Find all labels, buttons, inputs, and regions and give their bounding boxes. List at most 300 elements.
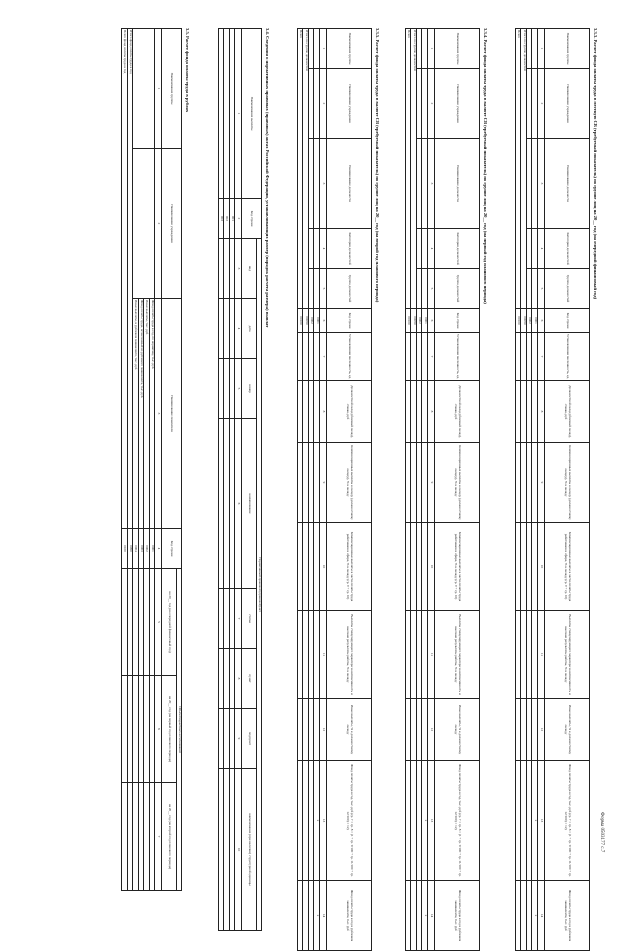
empty-cell	[532, 269, 538, 309]
row-code: 001	[229, 199, 235, 239]
column-header: Компенсационные выплаты к окладу (должностному окладу), % к окладу	[327, 443, 372, 523]
value-cell	[298, 443, 304, 523]
value-cell	[298, 333, 304, 381]
indicator-label: Фонд оплаты труда, исчисленный из рублевого эквивалента, тыс. руб.	[138, 299, 144, 529]
column-header: Код строки	[327, 309, 372, 333]
column-number: 9	[235, 709, 242, 769]
value-cell: x	[532, 881, 538, 951]
column-number: 1	[155, 29, 162, 149]
column-header: Наименование должности	[545, 139, 590, 229]
empty-cell	[314, 69, 320, 139]
value-cell: x	[314, 881, 320, 951]
subtotal-row	[411, 29, 417, 951]
empty-cell	[218, 419, 224, 589]
value-cell	[516, 523, 522, 611]
column-header: Наименование показателя	[162, 299, 182, 529]
value-cell	[527, 523, 533, 611]
column-header: пункт	[242, 649, 257, 709]
empty-cell	[224, 239, 230, 299]
column-number: 12	[538, 699, 545, 761]
empty-cell	[224, 649, 230, 709]
row-code: 0001	[314, 309, 320, 333]
column-number-row	[235, 29, 242, 931]
value-cell: x	[422, 761, 428, 881]
empty-cell	[532, 29, 538, 69]
value-cell	[314, 381, 320, 443]
empty-cell	[218, 769, 224, 931]
value-cell	[127, 569, 133, 676]
subtotal-row	[127, 29, 133, 891]
empty-cell	[422, 139, 428, 229]
column-header: Выплаты стимулирующего характера за интенсивность и высокие результаты работы, % к окладу	[545, 611, 590, 699]
value-cell	[138, 783, 144, 891]
value-cell	[422, 381, 428, 443]
empty-cell	[309, 229, 315, 269]
value-cell	[314, 611, 320, 699]
empty-cell	[527, 69, 533, 139]
row-code: 002	[224, 199, 230, 239]
column-number-row	[320, 29, 327, 951]
subtotal-label: Итого по группе должностей	[303, 29, 309, 309]
column-header: Должностной оклад (базовый оклад), ставка, руб	[327, 381, 372, 443]
column-number: 1	[235, 29, 242, 199]
grand-total-code: 0100	[122, 529, 128, 569]
value-cell	[406, 699, 412, 761]
value-cell	[309, 381, 315, 443]
column-number: 5	[428, 269, 435, 309]
subtotal-row	[303, 29, 309, 951]
header-row	[545, 29, 590, 951]
empty-cell	[422, 69, 428, 139]
column-number: 9	[428, 443, 435, 523]
value-cell	[417, 611, 423, 699]
column-header: Фонд оплаты труда в год в рублевом эквиваленте, тыс. руб	[435, 881, 480, 951]
column-header: Категория должностей	[327, 229, 372, 269]
value-cell	[516, 381, 522, 443]
subtotal-code: 0090	[127, 529, 133, 569]
data-row	[532, 29, 538, 951]
empty-cell	[229, 239, 235, 299]
value-cell	[406, 523, 412, 611]
column-number: 6	[235, 419, 242, 589]
legal-acts-table	[218, 28, 262, 931]
value-cell	[406, 443, 412, 523]
empty-cell	[218, 589, 224, 649]
column-number: 7	[428, 333, 435, 381]
row-code: 0001	[422, 309, 428, 333]
value-cell	[314, 443, 320, 523]
column-header: Категория должностей	[545, 229, 590, 269]
empty-cell	[314, 29, 320, 69]
column-header: Код строки	[162, 529, 182, 569]
data-row	[149, 29, 155, 891]
grand-total-label: Всего	[406, 29, 412, 309]
section-title-3-3-5: 3.3.5. Расчет фонда оплаты труда в валюте СВ (требуемый показатель) по группе лиц на 20__ год (на второй год планового периода)	[375, 28, 380, 303]
column-number: 5	[155, 569, 162, 676]
column-header: на 20__ год (на первый год планового периода)	[162, 676, 177, 783]
column-number: 7	[320, 333, 327, 381]
empty-cell	[417, 269, 423, 309]
value-cell	[417, 881, 423, 951]
value-cell	[138, 569, 144, 676]
empty-cell	[229, 769, 235, 931]
value-cell	[298, 881, 304, 951]
empty-cell	[229, 29, 235, 199]
value-cell	[532, 333, 538, 381]
header-row	[435, 29, 480, 951]
empty-cell	[309, 269, 315, 309]
value-cell	[149, 676, 155, 783]
rotated-form-page	[66, 22, 606, 942]
value-cell	[314, 333, 320, 381]
column-header: Группа должностей	[327, 269, 372, 309]
value-cell	[521, 443, 527, 523]
column-header: Группа должностей	[435, 269, 480, 309]
row-code: 0002	[309, 309, 315, 333]
column-number: 8	[320, 381, 327, 443]
fot-table-current-year	[515, 28, 590, 951]
column-header: Выплаты стимулирующего характера за интенсивность и высокие результаты работы, % к окладу	[435, 611, 480, 699]
column-header: Наименование группы	[162, 29, 182, 149]
column-header: Наименование должности	[327, 139, 372, 229]
column-number: 2	[428, 69, 435, 139]
value-cell	[422, 523, 428, 611]
value-cell	[411, 699, 417, 761]
header-row	[177, 29, 182, 891]
column-header: подпункт	[242, 709, 257, 769]
form-number: Форма 0503177 с.7	[599, 812, 604, 853]
column-header: Установленная численность, ед.	[327, 333, 372, 381]
value-cell	[314, 523, 320, 611]
value-cell	[521, 333, 527, 381]
column-header: Иные выплаты, % к должностному окладу	[545, 699, 590, 761]
value-cell	[521, 611, 527, 699]
subtotal-label: Итого по группе должностей	[411, 29, 417, 309]
value-cell	[411, 761, 417, 881]
value-cell: x	[422, 881, 428, 951]
value-cell	[411, 333, 417, 381]
column-header: Наименование учреждения	[162, 149, 182, 299]
column-number: 5	[235, 359, 242, 419]
data-row	[314, 29, 320, 951]
value-cell	[532, 699, 538, 761]
value-cell	[133, 783, 139, 891]
row-code: 003	[218, 199, 224, 239]
data-row	[422, 29, 428, 951]
value-cell	[411, 381, 417, 443]
column-number: 3	[320, 139, 327, 229]
column-header: Установленная численность, ед.	[435, 333, 480, 381]
empty-cell	[218, 709, 224, 769]
column-header: Иные выплаты, % к должностному окладу	[435, 699, 480, 761]
column-header: Категория должностей	[435, 229, 480, 269]
value-cell	[422, 699, 428, 761]
value-cell	[411, 443, 417, 523]
column-number: 13	[320, 761, 327, 881]
column-number: 2	[155, 149, 162, 299]
fot-table-second-plan-year	[297, 28, 372, 951]
empty-cell	[309, 139, 315, 229]
value-cell	[127, 783, 133, 891]
grand-total-label: Всего	[516, 29, 522, 309]
column-header: Должностной оклад (базовый оклад), ставка, руб	[435, 381, 480, 443]
row-code: 0002	[144, 529, 150, 569]
value-cell	[309, 523, 315, 611]
value-cell	[527, 443, 533, 523]
column-number: 12	[428, 699, 435, 761]
row-code: 0001	[532, 309, 538, 333]
column-number: 10	[235, 769, 242, 931]
column-header: Должностной оклад (базовый оклад), ставка, руб	[545, 381, 590, 443]
column-number: 1	[320, 29, 327, 69]
value-cell	[516, 699, 522, 761]
column-header: номер	[242, 359, 257, 419]
value-cell	[133, 676, 139, 783]
column-number: 4	[155, 529, 162, 569]
grand-total-row	[298, 29, 304, 951]
column-number: 7	[155, 783, 162, 891]
grand-total-code: 00100	[298, 309, 304, 333]
column-number: 13	[538, 761, 545, 881]
value-cell	[527, 611, 533, 699]
column-header: Компенсационные выплаты к окладу (должностному окладу), % к окладу	[545, 443, 590, 523]
column-number: 3	[538, 139, 545, 229]
data-row	[229, 29, 235, 931]
value-cell	[516, 443, 522, 523]
header-row	[327, 29, 372, 951]
column-number: 14	[538, 881, 545, 951]
column-header: вид	[242, 239, 257, 299]
column-number: 6	[155, 676, 162, 783]
value-cell	[122, 569, 128, 676]
column-number: 12	[320, 699, 327, 761]
value-cell	[532, 443, 538, 523]
grand-total-code: 00100	[406, 309, 412, 333]
column-number: 6	[428, 309, 435, 333]
column-number: 5	[538, 269, 545, 309]
column-number: 14	[320, 881, 327, 951]
value-cell	[298, 523, 304, 611]
data-row	[309, 29, 315, 951]
empty-cell	[417, 29, 423, 69]
column-number: 7	[538, 333, 545, 381]
grand-total-row	[406, 29, 412, 951]
indicator-label: Иные выплаты, в рублевом эквиваленте, тыс. руб.	[133, 299, 139, 529]
value-cell	[527, 381, 533, 443]
column-number: 13	[428, 761, 435, 881]
column-header: Иные выплаты, % к должностному окладу	[327, 699, 372, 761]
group-header: Объем бюджетных ассигнований	[177, 569, 182, 891]
value-cell	[422, 611, 428, 699]
column-number: 6	[320, 309, 327, 333]
column-header: Группа должностей	[545, 269, 590, 309]
value-cell: x	[314, 761, 320, 881]
value-cell	[122, 783, 128, 891]
group-header: Нормативный правовой (правовой) акт	[257, 239, 262, 931]
column-header: Наименование учреждения	[435, 69, 480, 139]
column-header: Установленная численность, ед.	[545, 333, 590, 381]
empty-cell	[224, 299, 230, 359]
value-cell	[422, 443, 428, 523]
header-row	[257, 29, 262, 931]
column-number: 11	[428, 611, 435, 699]
value-cell	[411, 881, 417, 951]
subtotal-code: 00090	[303, 309, 309, 333]
column-header: Фонд оплаты труда в год, тыс. руб (гр. 7 × гр. 8 × (1 + гр. 9/100 + гр. 11/100 + гр. 12/100) × 12)	[327, 761, 372, 881]
column-number: 4	[428, 229, 435, 269]
column-number: 10	[320, 523, 327, 611]
column-number-row	[538, 29, 545, 951]
value-cell	[417, 381, 423, 443]
column-number: 4	[320, 229, 327, 269]
column-number: 5	[320, 269, 327, 309]
column-header: Компенсационные выплаты в части оплаты труда работников в сфере, % к окладу (гр. 9 + гр. 10)	[545, 523, 590, 611]
column-number: 14	[428, 881, 435, 951]
grand-total-code: 00100	[516, 309, 522, 333]
value-cell	[521, 761, 527, 881]
value-cell	[527, 699, 533, 761]
empty-cell	[229, 709, 235, 769]
column-header: Наименование должности	[435, 139, 480, 229]
value-cell	[303, 761, 309, 881]
value-cell	[144, 569, 150, 676]
empty-cell	[527, 139, 533, 229]
value-cell	[149, 569, 155, 676]
value-cell	[303, 611, 309, 699]
grand-total-label: Всего фонд оплаты труда в год	[122, 29, 128, 529]
value-cell	[303, 381, 309, 443]
empty-cell	[224, 589, 230, 649]
value-cell	[303, 699, 309, 761]
value-cell	[417, 443, 423, 523]
row-code: 0002	[527, 309, 533, 333]
value-cell	[144, 676, 150, 783]
empty-cell	[218, 299, 224, 359]
column-header: на 20__ год (на очередной финансовый год)	[162, 569, 177, 676]
column-number: 3	[428, 139, 435, 229]
indicator-label: Иные выплаты, тыс. руб.	[144, 299, 150, 529]
subtotal-code: 00090	[411, 309, 417, 333]
empty-cell	[224, 769, 230, 931]
empty-cell	[224, 709, 230, 769]
empty-cell	[527, 229, 533, 269]
value-cell	[406, 381, 412, 443]
column-number-row	[155, 29, 162, 891]
value-cell	[417, 761, 423, 881]
value-cell	[298, 699, 304, 761]
section-title-3-4: 3.4. Сведения о нормативных правовых (правовых) актах Российской Федерации, устанавливающих размер (порядок расчета размера) выплат	[265, 28, 270, 328]
column-number: 11	[320, 611, 327, 699]
empty-cell	[532, 69, 538, 139]
value-cell	[298, 381, 304, 443]
value-cell	[406, 881, 412, 951]
empty-cell	[224, 29, 230, 199]
value-cell	[411, 611, 417, 699]
value-cell	[516, 881, 522, 951]
column-header: Код строки	[242, 199, 262, 239]
empty-cell	[229, 419, 235, 589]
column-number: 8	[428, 381, 435, 443]
value-cell	[309, 761, 315, 881]
column-number: 3	[155, 299, 162, 529]
column-header: дата	[242, 299, 257, 359]
column-number: 4	[538, 229, 545, 269]
empty-cell	[417, 229, 423, 269]
value-cell	[309, 443, 315, 523]
subtotal-code: 00090	[521, 309, 527, 333]
column-header: Компенсационные выплаты к окладу (должностному окладу), % к окладу	[435, 443, 480, 523]
value-cell	[303, 443, 309, 523]
value-cell	[516, 611, 522, 699]
grand-total-row	[122, 29, 128, 891]
row-code: 0002	[417, 309, 423, 333]
column-number: 10	[428, 523, 435, 611]
column-header: Код строки	[435, 309, 480, 333]
empty-cell	[218, 359, 224, 419]
data-row	[218, 29, 224, 931]
fot-rubles-table	[121, 28, 182, 891]
value-cell	[532, 523, 538, 611]
empty-cell	[229, 649, 235, 709]
empty-cell	[417, 69, 423, 139]
column-number: 4	[235, 299, 242, 359]
column-header: наименование	[242, 419, 257, 589]
column-header: Фонд оплаты труда в год, тыс. руб (гр. 7 × гр. 8 × (1 + гр. 9/100 + гр. 11/100 + гр. 12/100) × 12)	[545, 761, 590, 881]
empty-cell	[532, 229, 538, 269]
column-header: Фонд оплаты труда в год в рублевом эквиваленте, тыс. руб	[545, 881, 590, 951]
empty-cell	[224, 359, 230, 419]
empty-cell	[422, 29, 428, 69]
value-cell	[516, 333, 522, 381]
empty-cell	[309, 29, 315, 69]
column-number: 10	[538, 523, 545, 611]
empty-cell	[229, 299, 235, 359]
value-cell	[527, 333, 533, 381]
value-cell	[133, 569, 139, 676]
column-number: 2	[235, 199, 242, 239]
row-code: 0003	[138, 529, 144, 569]
value-cell: x	[532, 761, 538, 881]
empty-cell	[133, 29, 155, 149]
value-cell	[521, 881, 527, 951]
column-number: 6	[538, 309, 545, 333]
subtotal-label: Итого по группе должностей	[521, 29, 527, 309]
empty-cell	[417, 139, 423, 229]
value-cell	[406, 611, 412, 699]
value-cell	[149, 783, 155, 891]
column-header: Наименование группы	[327, 29, 372, 69]
column-header: Фонд оплаты труда в год, тыс. руб (гр. 7 × гр. 8 × (1 + гр. 9/100 + гр. 11/100 + гр. 12/100) × 12)	[435, 761, 480, 881]
value-cell	[516, 761, 522, 881]
empty-cell	[218, 239, 224, 299]
empty-cell	[314, 269, 320, 309]
value-cell	[122, 676, 128, 783]
column-header: статья	[242, 589, 257, 649]
column-number: 8	[538, 381, 545, 443]
column-header: Наименование учреждения	[545, 69, 590, 139]
value-cell	[411, 523, 417, 611]
value-cell	[417, 523, 423, 611]
column-number: 8	[235, 649, 242, 709]
column-header: Фонд оплаты труда в год в рублевом эквиваленте, тыс. руб	[327, 881, 372, 951]
section-title-3-3-3: 3.3.3. Расчет фонда оплаты труда в местную СВ (требуемый показатель) по группе лиц на 20__ год (на очередной финансовый год)	[593, 28, 598, 300]
subtotal-row	[521, 29, 527, 951]
column-number: 2	[320, 69, 327, 139]
empty-cell	[422, 229, 428, 269]
value-cell	[406, 333, 412, 381]
column-number: 9	[320, 443, 327, 523]
column-header: Компенсационные выплаты в части оплаты труда работников в сфере, % к окладу (гр. 9 + гр. 10)	[327, 523, 372, 611]
